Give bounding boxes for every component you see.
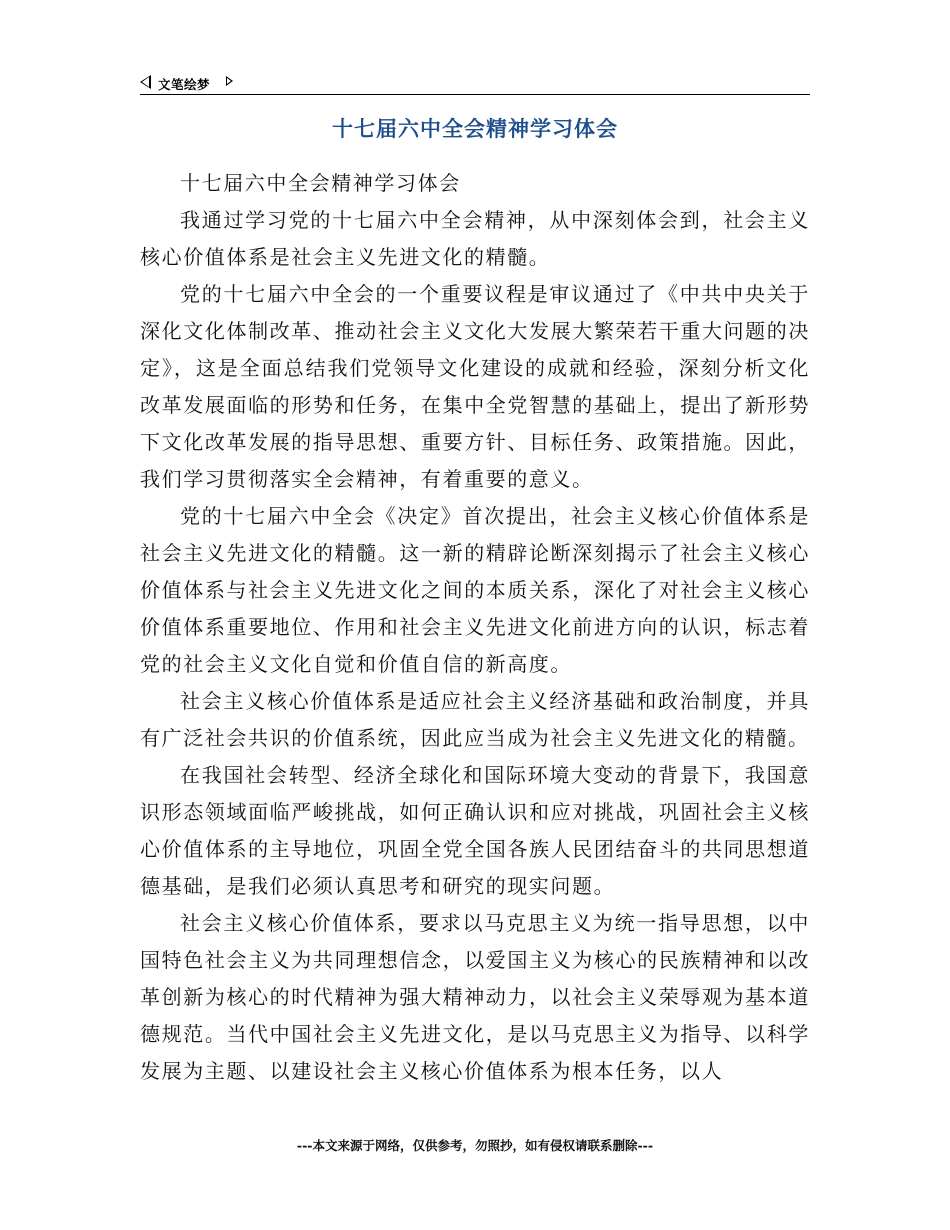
document-title: 十七届六中全会精神学习体会 — [332, 117, 618, 141]
paragraph: 我通过学习党的十七届六中全会精神，从中深刻体会到，社会主义核心价值体系是社会主义先进文化的精髓。 — [140, 208, 810, 269]
paragraph: 在我国社会转型、经济全球化和国际环境大变动的背景下，我国意识形态领域面临严峻挑战，如何正确认识和应对挑战，巩固社会主义核心价值体系的主导地位，巩固全党全国各族人民团结奋斗的共同思想道德基础，是我们必须认真思考和研究的现实问题。 — [140, 763, 810, 898]
page-footer-notice: ---本文来源于网络，仅供参考，勿照抄，如有侵权请联系删除--- — [296, 1138, 654, 1153]
triangle-left-icon — [140, 75, 151, 89]
paragraph: 党的十七届六中全会的一个重要议程是审议通过了《中共中央关于深化文化体制改革、推动社会主义文化大发展大繁荣若干重大问题的决定》，这是全面总结我们党领导文化建设的成就和经验，深刻分析文化改革发展面临的形势和任务，在集中全党智慧的基础上，提出了新形势下文化改革发展的指导思想、重要方针、目标任务、政策措施。因此，我们学习贯彻落实全会精神，有着重要的意义。 — [140, 282, 810, 491]
page-header — [140, 72, 810, 95]
document-body — [140, 165, 810, 1090]
paragraph: 党的十七届六中全会《决定》首次提出，社会主义核心价值体系是社会主义先进文化的精髓。这一新的精辟论断深刻揭示了社会主义核心价值体系与社会主义先进文化之间的本质关系，深化了对社会主义核心价值体系重要地位、作用和社会主义先进文化前进方向的认识，标志着党的社会主义文化自觉和价值自信的新高度。 — [140, 504, 810, 676]
paragraph: 十七届六中全会精神学习体会 — [180, 171, 461, 195]
triangle-right-icon — [226, 76, 233, 86]
header-brand: 文笔绘梦 — [158, 77, 211, 92]
paragraph: 社会主义核心价值体系是适应社会主义经济基础和政治制度，并具有广泛社会共识的价值系统，因此应当成为社会主义先进文化的精髓。 — [140, 689, 810, 750]
paragraph: 社会主义核心价值体系，要求以马克思主义为统一指导思想，以中国特色社会主义为共同理想信念，以爱国主义为核心的民族精神和以改革创新为核心的时代精神为强大精神动力，以社会主义荣辱观为基本道德规范。当代中国社会主义先进文化，是以马克思主义为指导、以科学发展为主题、以建设社会主义核心价值体系为根本任务，以人 — [140, 911, 810, 1083]
